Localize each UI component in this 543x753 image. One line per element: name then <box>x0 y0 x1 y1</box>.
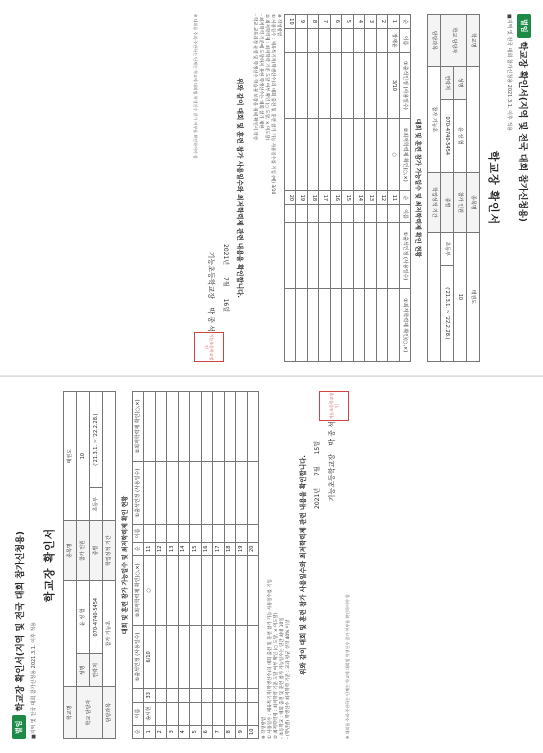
period-value: ('21.3.1. ~ '22.2.28.) <box>90 392 103 488</box>
school-sign: 기능초등학교장 <box>328 453 336 502</box>
kind-value: 초등부 <box>441 232 454 265</box>
count-label: 참가 인원 <box>77 521 90 581</box>
footer-note: ※ 대회를 주최·주관하는 단체는 학교에 대회별 학생선수 참가 여부를 확인하여야 함 <box>345 594 350 739</box>
row-days-2 <box>224 461 236 524</box>
row-days-2 <box>319 223 331 289</box>
row-days <box>365 52 377 118</box>
row-days <box>296 52 308 118</box>
dept-value: 참가 기능초 <box>428 66 441 172</box>
confirm-statement: 위와 같이 대회 및 훈련 참가 사용일수와 최저학력제 관련 내용을 확인합니다. <box>299 455 307 675</box>
form-header <box>10 391 28 739</box>
row-no-2: 14 <box>354 191 366 205</box>
row-days-2 <box>331 223 343 289</box>
row-no-2: 16 <box>201 542 213 555</box>
contact-label: 연락처 <box>90 654 103 687</box>
table-row <box>178 392 190 739</box>
document-title: 학교장 확인서 <box>43 527 56 603</box>
row-no-2: 15 <box>190 542 202 555</box>
table-row <box>213 392 225 739</box>
row-grade <box>213 555 225 625</box>
row-grade: ○ <box>144 555 156 625</box>
row-no: 6 <box>331 15 343 29</box>
date-day: 16일 <box>222 298 229 312</box>
row-grade-2 <box>377 289 389 362</box>
row-no: 2 <box>155 725 167 738</box>
row-days-2 <box>236 461 248 524</box>
row-name <box>296 28 308 52</box>
blank-value <box>103 392 116 521</box>
row-grade <box>247 555 259 625</box>
row-no-2: 11 <box>144 542 156 555</box>
col-no-2: 순 <box>133 542 144 555</box>
row-no-2: 18 <box>308 191 320 205</box>
form-header-title: 학교장 확인서(지역 및 전국 대회 참가신청용) <box>15 531 26 712</box>
row-grade <box>354 118 366 191</box>
row-grade-2 <box>236 392 248 462</box>
row-days <box>342 52 354 118</box>
row-days-2 <box>201 461 213 524</box>
row-no: 7 <box>213 725 225 738</box>
row-days <box>319 52 331 118</box>
row-no: 3 <box>167 725 179 738</box>
row-no: 5 <box>190 725 202 738</box>
col-no-2: 순 <box>400 191 411 205</box>
row-no: 5 <box>342 15 354 29</box>
col-grade: ②최저학력제 확인(○,×) <box>400 118 411 191</box>
table-row <box>144 392 156 739</box>
col-name-2: 이름 <box>400 205 411 223</box>
row-name-2 <box>190 525 202 542</box>
row-age <box>178 689 190 702</box>
contact-value: 070-4740-5454 <box>90 581 103 654</box>
row-grade <box>155 555 167 625</box>
row-no-2: 12 <box>377 191 389 205</box>
row-age <box>155 689 167 702</box>
count-label: 참가 인원 <box>454 172 467 232</box>
name-value: 윤 성 협 <box>454 99 467 172</box>
row-days-2 <box>388 223 400 289</box>
row-days: 3/10 <box>388 52 400 118</box>
row-days <box>224 625 236 688</box>
row-no: 9 <box>236 725 248 738</box>
row-age <box>236 689 248 702</box>
row-days-2 <box>247 461 259 524</box>
row-no-2: 19 <box>236 542 248 555</box>
row-days <box>213 625 225 688</box>
row-days-2 <box>377 223 389 289</box>
row-days-2 <box>342 223 354 289</box>
seal-stamp: 기능초등학교장인 <box>319 391 349 421</box>
table-row <box>167 392 179 739</box>
row-grade-2 <box>365 289 377 362</box>
period-value: ('21.3.1. ~ '22.2.28.) <box>441 265 454 361</box>
row-no: 6 <box>201 725 213 738</box>
manager-label: 학교 담당자 <box>77 687 103 739</box>
row-name-2 <box>342 205 354 223</box>
row-no-2: 15 <box>342 191 354 205</box>
row-no-2: 20 <box>247 542 259 555</box>
row-name <box>236 702 248 725</box>
rotated-form-bottom <box>0 377 543 753</box>
row-days-2 <box>308 223 320 289</box>
row-name: 장재윤 <box>388 28 400 52</box>
row-days-2 <box>144 461 156 524</box>
form-header-title: 학교장 확인서(지역 및 전국 대회 참가신청용) <box>517 41 528 222</box>
row-days <box>190 625 202 688</box>
row-name-2 <box>167 525 179 542</box>
row-grade <box>167 555 179 625</box>
row-name <box>224 702 236 725</box>
col-days-2: ①출석인정 (사용일수) <box>133 461 144 524</box>
row-name <box>178 702 190 725</box>
dept-label: 담당과목 <box>103 687 116 739</box>
col-grade: ②최저학력제 확인(○,×) <box>133 555 144 625</box>
date-year: 2021년 <box>222 244 229 266</box>
table-row <box>342 15 354 362</box>
form-header <box>515 14 533 362</box>
row-no: 8 <box>308 15 320 29</box>
row-grade <box>201 555 213 625</box>
manager-label: 학교 담당자 <box>441 15 467 67</box>
row-days-2 <box>365 223 377 289</box>
participant-table <box>284 14 411 362</box>
row-name: 송시현 <box>144 702 156 725</box>
row-name-2 <box>155 525 167 542</box>
row-name-2 <box>201 525 213 542</box>
period-label: 학업성적 기간 <box>428 172 441 232</box>
date-year: 2021년 <box>314 487 321 509</box>
event-value: 테권도 <box>467 232 480 361</box>
col-days: ①출석인정 (사용일수) <box>133 625 144 688</box>
row-grade <box>296 118 308 191</box>
row-days <box>201 625 213 688</box>
col-age <box>133 689 144 702</box>
row-grade <box>224 555 236 625</box>
row-days <box>155 625 167 688</box>
school-label: 학교명 <box>467 15 480 67</box>
note-line: - 최저학력 기준에 도달하지 못한 학생선수는 대회 참가 제한 <box>258 14 263 129</box>
col-grade-2: ②최저학력제 확인(○,×) <box>133 392 144 462</box>
date-line <box>312 391 321 739</box>
table-row <box>224 392 236 739</box>
row-grade <box>308 118 320 191</box>
row-grade-2 <box>178 392 190 462</box>
row-grade-2 <box>285 289 297 362</box>
footer-note: ※ 대회를 주최·주관하는 단체는 학교에 대회별 학생선수 참가 여부를 확인하여야 함 <box>193 14 198 159</box>
period-label: 학업성적 기간 <box>103 521 116 581</box>
row-grade: ○ <box>388 118 400 191</box>
col-grade-2: ②최저학력제 확인(○,×) <box>400 289 411 362</box>
school-value <box>64 581 77 687</box>
row-name-2 <box>144 525 156 542</box>
row-days: 6/10 <box>144 625 156 688</box>
row-no-2: 11 <box>388 191 400 205</box>
section-title: 대회 및 훈련 참가 가능일수 및 최저학력제 확인 현황 <box>122 495 129 635</box>
note-line: ※ 작성방법 <box>262 716 267 739</box>
row-name-2 <box>365 205 377 223</box>
row-days-2 <box>285 223 297 289</box>
row-name <box>190 702 202 725</box>
document-title: 학교장 확인서 <box>487 150 500 226</box>
table-row <box>354 15 366 362</box>
signature-line <box>327 391 337 739</box>
row-days <box>167 625 179 688</box>
date-line <box>222 14 231 362</box>
document-page-top <box>0 0 543 376</box>
row-name <box>167 702 179 725</box>
row-name-2 <box>331 205 343 223</box>
kind-value: 초등부 <box>90 488 103 521</box>
info-table <box>427 14 480 362</box>
row-grade-2 <box>213 392 225 462</box>
info-table <box>63 391 116 739</box>
row-days-2 <box>296 223 308 289</box>
row-grade <box>178 555 190 625</box>
row-grade-2 <box>190 392 202 462</box>
col-name-2: 이름 <box>133 525 144 542</box>
row-age <box>247 689 259 702</box>
count-value: 10 <box>77 392 90 521</box>
row-name-2 <box>319 205 331 223</box>
row-no: 1 <box>388 15 400 29</box>
row-grade <box>319 118 331 191</box>
table-row <box>155 392 167 739</box>
row-name <box>155 702 167 725</box>
row-days-2 <box>213 461 225 524</box>
name-label: 성명 <box>77 654 90 687</box>
row-days <box>236 625 248 688</box>
table-row <box>247 392 259 739</box>
row-grade-2 <box>167 392 179 462</box>
row-grade <box>377 118 389 191</box>
form-badge: 별임 <box>517 14 531 38</box>
date-month: 7월 <box>314 466 321 476</box>
form-subtitle: ■지역 및 전국 대회 참가신청용 2021.3.1. 이후 적용 <box>31 622 37 739</box>
col-name: 이름 <box>133 702 144 725</box>
note-line: - 학교 교육과정 운영 및 학생선수 학습권 보장을 위해 확인서 작성 <box>252 14 257 140</box>
row-age <box>167 689 179 702</box>
table-row <box>201 392 213 739</box>
row-days-2 <box>167 461 179 524</box>
row-grade-2 <box>354 289 366 362</box>
col-days: ①출석인정 (사용일수) <box>400 52 411 118</box>
row-name <box>331 28 343 52</box>
row-grade <box>365 118 377 191</box>
row-age <box>201 689 213 702</box>
row-days <box>308 52 320 118</box>
table-row <box>296 15 308 362</box>
table-row <box>285 15 297 362</box>
row-name-2 <box>236 525 248 542</box>
count-value: 10 <box>454 232 467 361</box>
row-grade-2 <box>331 289 343 362</box>
col-days-2: ①출석인정 (사용일수) <box>400 223 411 289</box>
row-name <box>201 702 213 725</box>
table-row <box>319 15 331 362</box>
dept-label: 담당과목 <box>428 15 441 67</box>
row-no-2: 17 <box>213 542 225 555</box>
contact-value: 070-4740-5454 <box>441 99 454 172</box>
row-grade-2 <box>224 392 236 462</box>
row-no: 3 <box>365 15 377 29</box>
row-no-2: 13 <box>365 191 377 205</box>
principal-name: 박 종 석 <box>328 421 336 446</box>
row-age <box>190 689 202 702</box>
athlete-value <box>428 232 441 361</box>
signature-line <box>206 14 216 362</box>
row-days <box>247 625 259 688</box>
row-days <box>285 52 297 118</box>
note-line: ① 사용일수 : 체육특기자(학생선수)의 대회 출전 및 훈련 참가 가능 사용일수를 기입 <box>268 579 273 739</box>
school-label: 학교명 <box>64 687 77 739</box>
row-name <box>308 28 320 52</box>
row-grade <box>342 118 354 191</box>
row-grade <box>190 555 202 625</box>
row-grade-2 <box>342 289 354 362</box>
row-grade <box>236 555 248 625</box>
row-name-2 <box>308 205 320 223</box>
row-no: 9 <box>296 15 308 29</box>
note-line: ② 최저학력제 : 최저학력 기준 도달 여부 확인 (○ 도달, × 미도달) <box>264 14 269 141</box>
row-name <box>354 28 366 52</box>
form-subtitle: ■지역 및 전국 대회 참가신청용 2021.3.1. 이후 적용 <box>506 14 512 131</box>
row-days-2 <box>178 461 190 524</box>
row-no: 4 <box>178 725 190 738</box>
row-name <box>342 28 354 52</box>
document-page-bottom <box>0 376 543 753</box>
row-age <box>224 689 236 702</box>
row-grade-2 <box>247 392 259 462</box>
row-name <box>247 702 259 725</box>
row-name <box>365 28 377 52</box>
date-day: 15일 <box>314 441 321 455</box>
row-no-2: 16 <box>331 191 343 205</box>
row-name-2 <box>247 525 259 542</box>
col-name: 이름 <box>400 28 411 52</box>
row-name-2 <box>213 525 225 542</box>
row-no: 4 <box>354 15 366 29</box>
note-line: ① 사용일수 : 체육특기자(학생선수)의 대회 출전 및 훈련 참가 가능 사용일수를 기입 (예) 3/10 <box>270 14 275 195</box>
name-value: 윤 성 협 <box>77 581 90 654</box>
dept-value: 참가 기능초 <box>103 581 116 687</box>
row-no-2: 19 <box>296 191 308 205</box>
contact-label: 연락처 <box>441 66 454 99</box>
row-age: 33 <box>144 689 156 702</box>
form-badge: 별임 <box>12 715 26 739</box>
row-grade-2 <box>144 392 156 462</box>
row-no-2: 18 <box>224 542 236 555</box>
table-row <box>388 15 400 362</box>
row-grade <box>331 118 343 191</box>
row-name <box>285 28 297 52</box>
row-no-2: 13 <box>167 542 179 555</box>
table-row <box>331 15 343 362</box>
row-grade-2 <box>308 289 320 362</box>
table-row <box>377 15 389 362</box>
row-days <box>178 625 190 688</box>
row-days-2 <box>155 461 167 524</box>
date-month: 7월 <box>222 277 229 287</box>
row-name-2 <box>377 205 389 223</box>
row-name <box>213 702 225 725</box>
note-line: ② 최저학력제 : 최저학력 기준 도달 여부 확인 (○ 도달, × 미도달) <box>274 612 279 739</box>
table-row <box>190 392 202 739</box>
row-days <box>377 52 389 118</box>
col-no: 순 <box>400 15 411 29</box>
row-age <box>213 689 225 702</box>
note-line: ※ 작성방법 <box>276 14 281 37</box>
kind-label: 종별 <box>441 172 454 232</box>
row-grade-2 <box>155 392 167 462</box>
note-line: - (학년별) 학생선수 최저학력 기준 : 교과 평균 성적 40% 이상 <box>286 619 291 739</box>
table-row <box>365 15 377 362</box>
name-label: 성명 <box>454 66 467 99</box>
row-grade-2 <box>319 289 331 362</box>
row-grade-2 <box>201 392 213 462</box>
row-days-2 <box>190 461 202 524</box>
row-no: 2 <box>377 15 389 29</box>
row-name-2 <box>224 525 236 542</box>
row-name-2 <box>296 205 308 223</box>
table-row <box>308 15 320 362</box>
row-name-2 <box>178 525 190 542</box>
row-no-2: 17 <box>319 191 331 205</box>
table-row <box>236 392 248 739</box>
row-no: 1 <box>144 725 156 738</box>
principal-name: 박 종 석 <box>207 307 215 332</box>
kind-label: 종별 <box>90 521 103 581</box>
row-no-2: 20 <box>285 191 297 205</box>
event-value: 태권도 <box>64 392 77 521</box>
seal-stamp: 기능초등학교장인 <box>194 332 224 362</box>
row-no: 10 <box>247 725 259 738</box>
row-grade <box>285 118 297 191</box>
row-no: 7 <box>319 15 331 29</box>
row-grade-2 <box>296 289 308 362</box>
school-sign: 기능초등학교장 <box>207 251 215 300</box>
row-days <box>354 52 366 118</box>
event-label: 종목명 <box>64 521 77 581</box>
rotated-form-top <box>0 0 543 376</box>
row-name-2 <box>354 205 366 223</box>
event-label: 종목명 <box>467 172 480 232</box>
row-name <box>377 28 389 52</box>
row-no-2: 14 <box>178 542 190 555</box>
row-no: 10 <box>285 15 297 29</box>
note-line: - 초등학교 : 대회 출전 및 훈련 참가 가능일수는 연간 최대 10일 <box>280 617 285 739</box>
row-grade-2 <box>388 289 400 362</box>
participant-table <box>132 391 259 739</box>
school-value <box>467 66 480 172</box>
row-no: 8 <box>224 725 236 738</box>
row-name-2 <box>285 205 297 223</box>
row-name <box>319 28 331 52</box>
col-no: 순 <box>133 725 144 738</box>
row-days-2 <box>354 223 366 289</box>
notes <box>251 14 281 362</box>
row-no-2: 12 <box>155 542 167 555</box>
row-days <box>331 52 343 118</box>
confirm-statement: 위와 같이 대회 및 훈련 참가 사용일수와 최저학력제 관련 내용을 확인합니다. <box>236 78 244 298</box>
section-title: 대회 및 훈련 참가 가능일수 및 최저학력제 확인 현황 <box>414 118 421 258</box>
row-name-2 <box>388 205 400 223</box>
notes <box>262 391 292 739</box>
